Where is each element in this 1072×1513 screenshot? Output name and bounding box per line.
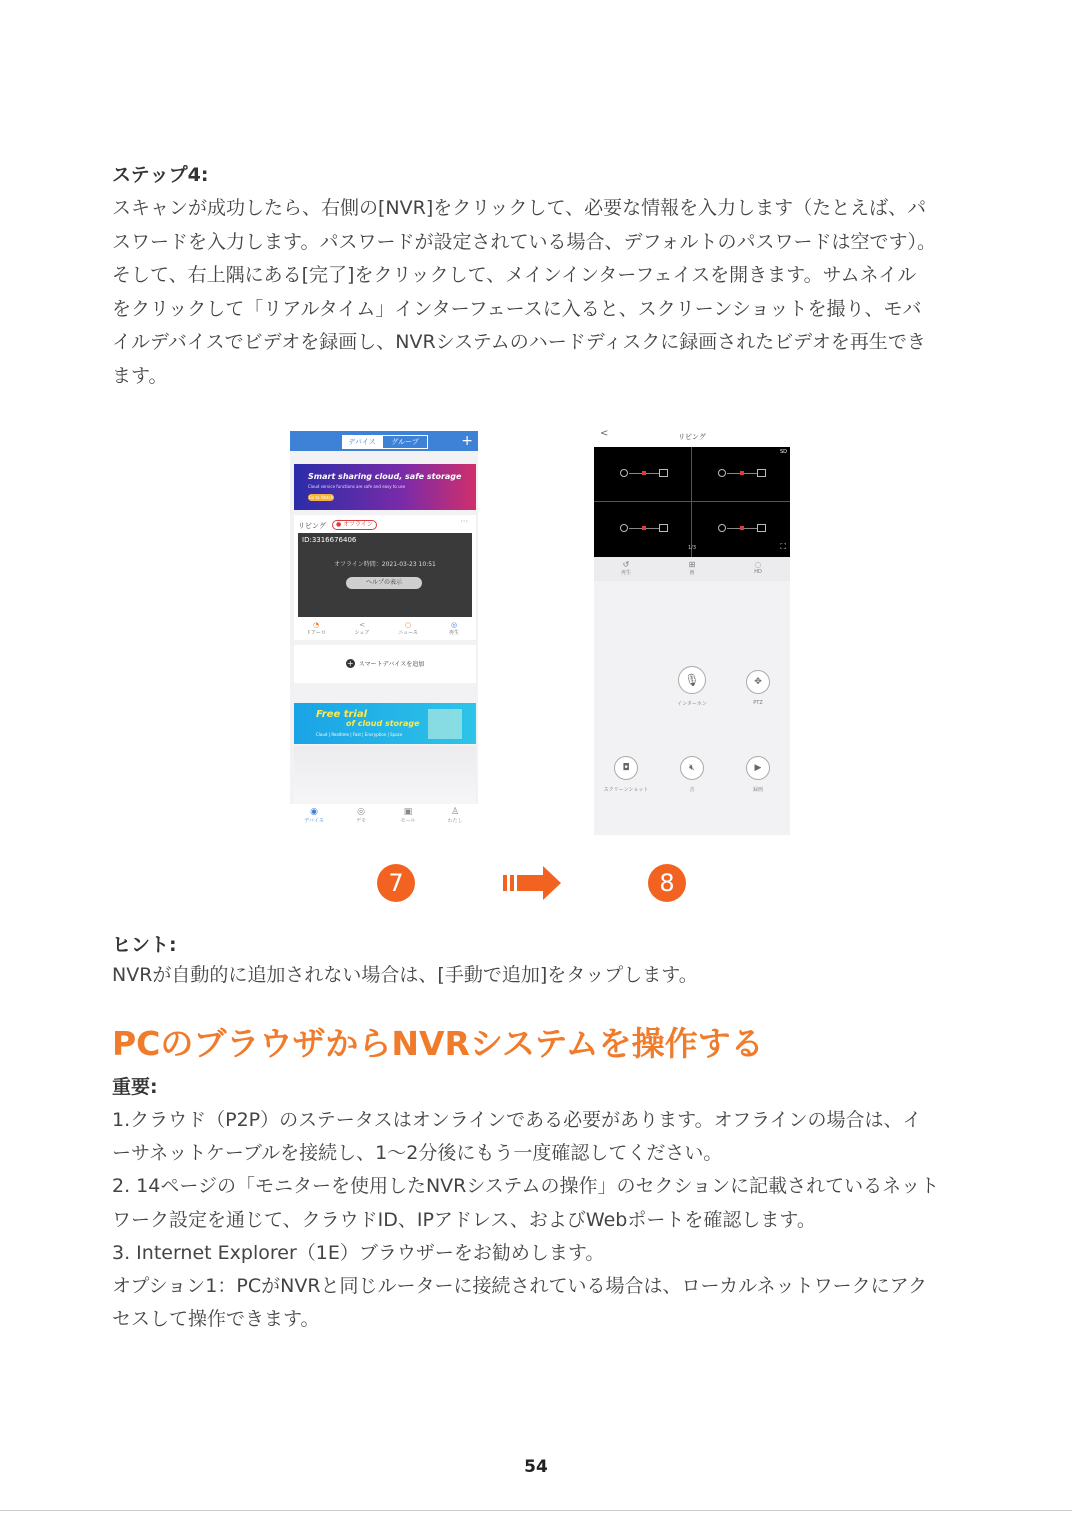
text-line: オプション1：PCがNVRと同じルーターに接続されている場合は、ローカルネットワークにアク: [112, 1275, 927, 1298]
live-toolbar: [594, 557, 790, 581]
doorbell-action[interactable]: ◔ ドアーロ: [296, 621, 336, 636]
record-button[interactable]: ▶ 録画: [728, 756, 788, 793]
banner2-title: Free trial: [316, 709, 368, 720]
mall-icon: ▣: [403, 807, 413, 817]
device-name: リビング: [298, 522, 326, 530]
device-thumbnail[interactable]: [298, 533, 472, 617]
plus-circle-icon: +: [346, 659, 354, 668]
tab-device[interactable]: ◉ デバイス: [292, 807, 336, 824]
text-line: 3. Internet Explorer（1E）ブラウザーをお勧めします。: [112, 1241, 605, 1264]
camera-offline-icon: [718, 469, 766, 477]
mute-icon: 🔇︎: [680, 756, 704, 780]
app-live-view-screenshot: [594, 420, 790, 835]
back-icon[interactable]: <: [600, 428, 609, 439]
layout-button[interactable]: ⊞ 画: [672, 560, 712, 576]
tab-devices[interactable]: デバイス: [342, 435, 382, 449]
storage-graphic: [428, 709, 462, 739]
quality-label: SD: [779, 449, 787, 455]
news-icon: ○: [404, 621, 412, 629]
text-line: そして、右上隅にある[完了]をクリックして、メインインターフェイスを開きます。サムネイル: [112, 264, 917, 287]
device-id: ID:3316676406: [302, 536, 357, 544]
page-indicator: 1/3: [687, 545, 697, 551]
intercom-button[interactable]: 🎙︎ インターホン: [662, 666, 722, 707]
ptz-button[interactable]: ✥ PTZ: [728, 670, 788, 706]
offline-time: オフライン時間：2021-03-23 10:51: [334, 561, 436, 568]
device-card[interactable]: [294, 515, 476, 640]
camera-offline-icon: [620, 469, 668, 477]
app-header: [290, 431, 478, 451]
playback-action[interactable]: ◎ 再生: [434, 621, 474, 636]
text-line: 2. 14ページの「モニターを使用したNVRシステムの操作」のセクションに記載されているネット: [112, 1175, 940, 1198]
banner-subtitle: Cloud service functions are safe and easy to use: [308, 484, 406, 489]
camera-offline-icon: [718, 524, 766, 532]
text-line: 1.クラウド（P2P）のステータスはオンラインである必要があります。オフラインの場合は、イ: [112, 1109, 922, 1131]
news-action[interactable]: ○ ニュース: [388, 621, 428, 636]
bottom-tabbar: [290, 804, 478, 831]
cloud-promo-banner[interactable]: [294, 464, 476, 510]
text-line: ーサネットケーブルを接続し、1〜2分後にもう一度確認してください。: [112, 1142, 723, 1165]
banner2-title2: of cloud storage: [346, 719, 420, 728]
step-heading: ステップ4:: [112, 164, 209, 186]
important-paragraph: [112, 1104, 992, 1336]
arrow-right-icon: [503, 866, 561, 900]
hint-heading: ヒント:: [112, 934, 177, 956]
screenshot-button[interactable]: ◘ スクリーンショット: [596, 756, 656, 793]
video-grid[interactable]: [594, 447, 790, 557]
hd-icon: ◌: [754, 560, 762, 569]
tab-mall[interactable]: ▣ モール: [386, 807, 430, 824]
status-badge: ● オフライン: [332, 520, 377, 530]
room-illustration: [294, 746, 476, 804]
device-actions: [294, 621, 476, 639]
ptz-icon: ✥: [746, 670, 770, 694]
divider: [0, 1510, 1072, 1511]
grid-icon: ⊞: [688, 560, 696, 569]
live-header: [594, 420, 790, 447]
camera-offline-icon: [620, 524, 668, 532]
important-heading: 重要:: [112, 1076, 158, 1098]
playback-icon: ◎: [450, 621, 458, 629]
microphone-icon: 🎙︎: [678, 666, 706, 694]
help-button[interactable]: ヘルプの表示: [346, 577, 422, 589]
grid-divider: [594, 501, 790, 502]
text-line: ワーク設定を通じて、クラウドID、IPアドレス、およびWebポートを確認します。: [112, 1208, 816, 1231]
text-line: イルデバイスでビデオを録画し、NVRシステムのハードディスクに録画されたビデオを再生でき: [112, 331, 926, 354]
page-number: 54: [524, 1457, 548, 1477]
banner2-subtitle: Cloud | Realtime | Fast | Encryption | Space: [316, 732, 403, 737]
hint-text: NVRが自動的に追加されない場合は、[手動で追加]をタップします。: [112, 964, 698, 986]
add-device-label: スマートデバイスを追加: [358, 661, 425, 668]
tab-demo[interactable]: ◎ デモ: [339, 807, 383, 824]
person-icon: ♙: [450, 807, 460, 817]
video-record-icon: ▶: [746, 756, 770, 780]
text-line: をクリックして「リアルタイム」インターフェースに入ると、スクリーンショットを撮り、モバ: [112, 297, 922, 320]
more-icon[interactable]: ···: [460, 517, 468, 526]
grid-divider: [691, 447, 692, 557]
free-trial-banner[interactable]: [294, 703, 476, 744]
fullscreen-icon[interactable]: ⛶: [780, 542, 786, 551]
demo-icon: ◎: [357, 807, 365, 817]
step-paragraph: [112, 192, 992, 394]
tab-me[interactable]: ♙ わたし: [433, 807, 477, 824]
history-icon: ↺: [622, 560, 630, 569]
text-line: セスして操作できます。: [112, 1308, 320, 1331]
tab-groups[interactable]: グループ: [382, 435, 428, 449]
text-line: スワードを入力します。パスワードが設定されている場合、デフォルトのパスワードは空です）。: [112, 230, 937, 253]
share-icon: <: [359, 621, 365, 629]
hd-button[interactable]: ◌ HD: [738, 560, 778, 575]
text-line: ます。: [112, 364, 168, 387]
device-icon: ◉: [310, 807, 318, 817]
camera-icon: ◘: [614, 756, 638, 780]
step-marker-8: 8: [648, 864, 686, 902]
bell-icon: ◔: [312, 621, 320, 629]
step-marker-7: 7: [377, 864, 415, 902]
share-action[interactable]: < シェア: [342, 621, 382, 636]
banner-button[interactable]: Go to Watch: [308, 495, 334, 500]
playback-button[interactable]: ↺ 再生: [606, 560, 646, 576]
app-device-list-screenshot: [290, 431, 478, 831]
live-title: リビング: [678, 433, 706, 441]
sound-button[interactable]: 🔇︎ 音: [662, 756, 722, 793]
banner-title: Smart sharing cloud, safe storage: [308, 472, 462, 481]
add-icon[interactable]: +: [461, 433, 473, 449]
section-title: PCのブラウザからNVRシステムを操作する: [112, 1024, 764, 1063]
add-smart-device-button[interactable]: [294, 645, 476, 683]
text-line: スキャンが成功したら、右側の[NVR]をクリックして、必要な情報を入力します（たとえば、パ: [112, 197, 927, 219]
